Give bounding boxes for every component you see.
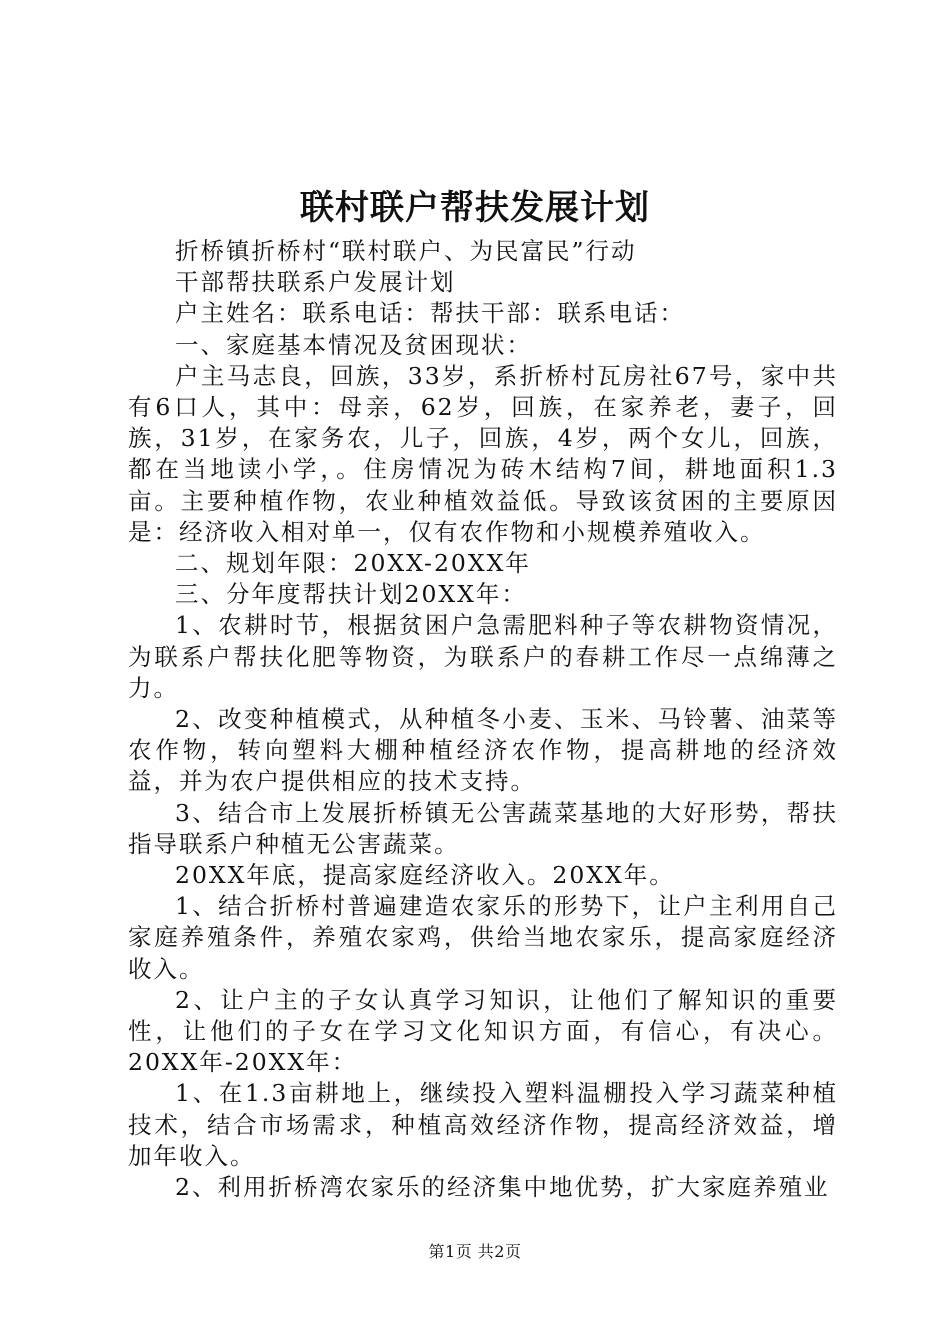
- document-title: 联村联户帮扶发展计划: [300, 188, 650, 228]
- paragraph: 户主姓名：联系电话：帮扶干部：联系电话：: [175, 299, 685, 328]
- paragraph: 干部帮扶联系户发展计划: [175, 268, 456, 297]
- document-body: [128, 236, 838, 1203]
- page-footer: 第1页 共2页: [428, 1242, 522, 1261]
- paragraph: 三、分年度帮扶计划20XX年：: [175, 580, 527, 609]
- paragraph: 1、农耕时节，根据贫困户急需肥料种子等农耕物资情况，为联系户帮扶化肥等物资，为联系户的春耕工作尽一点绵薄之力。: [128, 611, 838, 702]
- paragraph: 折桥镇折桥村“联村联户、为民富民”行动: [175, 237, 637, 265]
- paragraph: 1、结合折桥村普遍建造农家乐的形势下，让户主利用自己家庭养殖条件，养殖农家鸡，供给当地农家乐，提高家庭经济收入。: [128, 892, 838, 983]
- paragraph: 户主马志良，回族，33岁，系折桥村瓦房社67号，家中共有6口人，其中：母亲，62岁，回族，在家养老，妻子，回族，31岁，在家务农，儿子，回族，4岁，两个女儿，回族，都在当地读小学，。住房情况为砖木结构7间，耕地面积1.3亩。主要种植作物，农业种植效益低。导致该贫困的主要原因是：经济收入相对单一，仅有农作物和小规模养殖收入。: [128, 361, 838, 546]
- paragraph: 1、在1.3亩耕地上，继续投入塑料温棚投入学习蔬菜种植技术，结合市场需求，种植高效经济作物，提高经济效益，增加年收入。: [128, 1079, 838, 1170]
- paragraph: 2、改变种植模式，从种植冬小麦、玉米、马铃薯、油菜等农作物，转向塑料大棚种植经济农作物，提高耕地的经济效益，并为农户提供相应的技术支持。: [128, 705, 838, 796]
- paragraph: 一、家庭基本情况及贫困现状：: [175, 330, 532, 359]
- paragraph: 二、规划年限：20XX-20XX年: [175, 549, 531, 578]
- paragraph: 3、结合市上发展折桥镇无公害蔬菜基地的大好形势，帮扶指导联系户种植无公害蔬菜。: [128, 798, 838, 858]
- paragraph: 2、让户主的子女认真学习知识，让他们了解知识的重要性，让他们的子女在学习文化知识方面，有信心，有决心。20XX年-20XX年：: [128, 985, 838, 1077]
- paragraph: 20XX年底，提高家庭经济收入。20XX年。: [175, 861, 675, 890]
- paragraph: 2、利用折桥湾农家乐的经济集中地优势，扩大家庭养殖业: [175, 1173, 830, 1202]
